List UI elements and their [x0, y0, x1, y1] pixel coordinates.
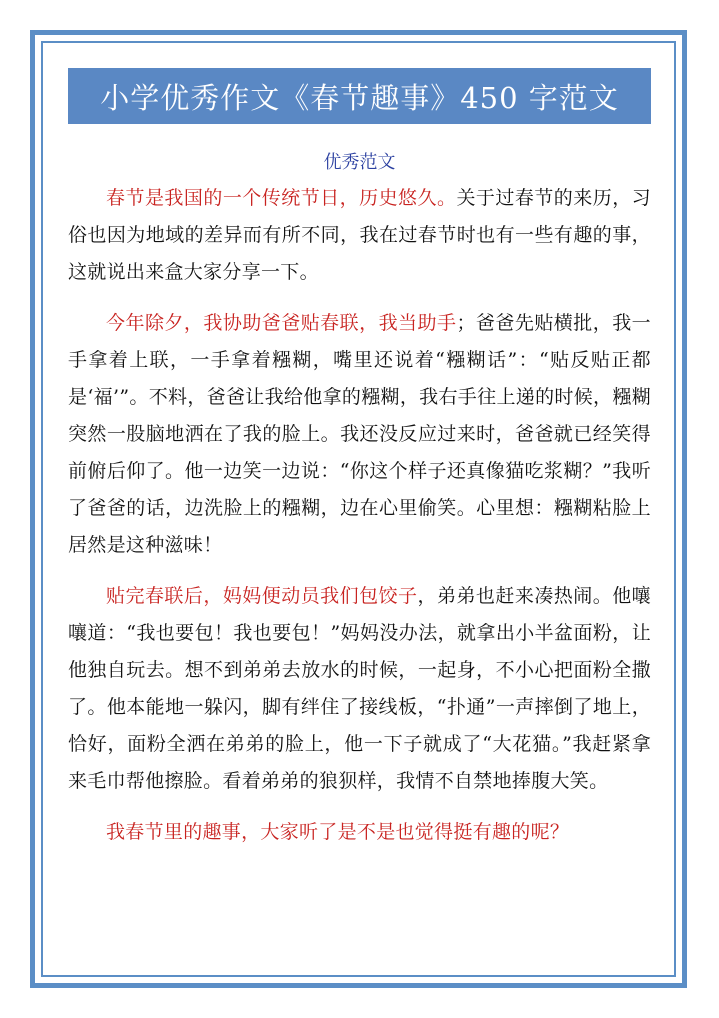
paragraph-text: ，弟弟也赶来凑热闹。他嚷嚷道：“我也要包！我也要包！”妈妈没办法，就拿出小半盆面粉，让他独自玩去。想不到弟弟去放水的时候，一起身，不小心把面粉全撒了。他本能地一躲闪，脚有绊住了接线板，“扑通”一声摔倒了地上，恰好，面粉全洒在弟弟的脸上，他一下子就成了“大花猫。”我赶紧拿来毛巾帮他擦脸。看着弟弟的狼狈样，我情不自禁地捧腹大笑。: [68, 585, 651, 792]
article-body: [68, 148, 651, 865]
paragraph-text: 关于过春节的来历，习俗也因为地域的差异而有所不同，我在过春节时也有一些有趣的事，这就说出来盒大家分享一下。: [68, 187, 651, 283]
paragraph-3: [68, 578, 651, 800]
paragraph-lead: 我春节里的趣事，大家听了是不是也觉得挺有趣的呢？: [106, 821, 570, 843]
paragraph-lead: 春节是我国的一个传统节日，历史悠久。: [106, 187, 457, 209]
paragraph-1: [68, 180, 651, 291]
paragraph-lead: 今年除夕，我协助爸爸贴春联，我当助手: [106, 312, 457, 334]
paragraph-lead: 贴完春联后，妈妈便动员我们包饺子: [106, 585, 418, 607]
paragraph-2: [68, 305, 651, 564]
paragraph-4: [68, 814, 651, 851]
page-title: 小学优秀作文《春节趣事》450 字范文: [68, 68, 651, 124]
paragraph-text: ；爸爸先贴横批，我一手拿着上联，一手拿着糨糊，嘴里还说着“糨糊话”：“贴反贴正都是‘福’”。不料，爸爸让我给他拿的糨糊，我右手往上递的时候，糨糊突然一股脑地洒在了我的脸上。我还没反应过来时，爸爸就已经笑得前俯后仰了。他一边笑一边说：“你这个样子还真像猫吃浆糊？”我听了爸爸的话，边洗脸上的糨糊，边在心里偷笑。心里想：糨糊粘脸上居然是这种滋味！: [68, 312, 651, 556]
section-subtitle: 优秀范文: [323, 152, 396, 173]
